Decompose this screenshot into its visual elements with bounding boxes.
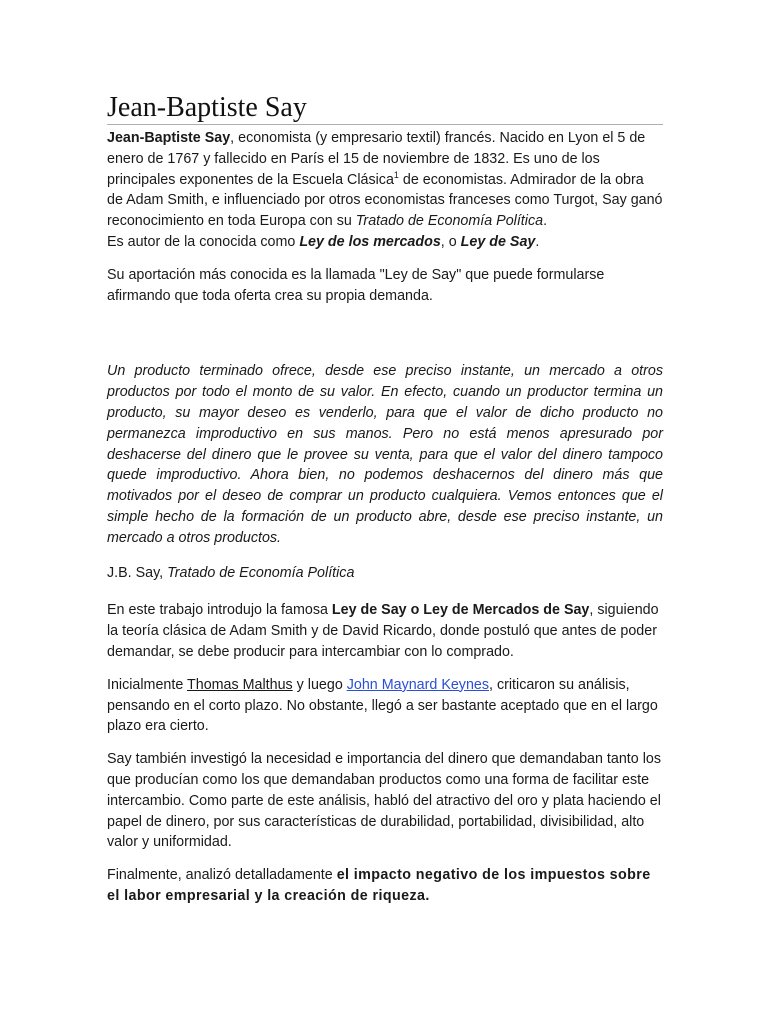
intro-paragraph: Jean-Baptiste Say, economista (y empresario textil) francés. Nacido en Lyon el 5 de enero de 1767 y fallecido en París el 15 de noviembre de 1832. Es uno de los principales exponentes de la Escuela Clásica$^1$ de economistas. Admirador de la obra de Adam Smith, e influenciado por otros economistas franceses como Turgot, Say ganó reconocimiento en toda Europa con su Tratado de Economía Política. Es autor de la conocida como Ley de los mercados, o Ley de Say. bbox=[107, 130, 663, 250]
subject-name: Jean-Baptiste Say bbox=[107, 130, 231, 146]
ley-say-term: Ley de Say bbox=[460, 233, 536, 250]
citation-work: Tratado de Economía Política bbox=[167, 564, 355, 581]
ley-mercados-term: Ley de los mercados bbox=[299, 233, 441, 250]
treatise-title: Tratado de Economía Política bbox=[355, 213, 544, 230]
critics-paragraph: Inicialmente Thomas Malthus y luego John Maynard Keynes, criticaron su análisis, pensando en el corto plazo. No obstante, llegó a ser bastante aceptado que en el largo plazo era cierto. bbox=[107, 676, 658, 735]
ley-say-paragraph: Su aportación más conocida es la llamada "Ley de Say" que puede formularse afirmando que toda oferta crea su propia demanda. bbox=[107, 266, 605, 304]
taxes-bold: el impacto negativo de los impuestos sobre el labor empresarial y la creación de riqueza. bbox=[107, 867, 651, 904]
footnote-ref[interactable]: 1 bbox=[393, 169, 399, 180]
page-title: Jean-Baptiste Say bbox=[107, 92, 663, 125]
document-page bbox=[107, 92, 663, 907]
thomas-malthus-link[interactable]: Thomas Malthus bbox=[187, 676, 293, 693]
ley-mercados-bold: Ley de Say o Ley de Mercados de Say bbox=[331, 602, 590, 619]
john-maynard-keynes-link[interactable]: John Maynard Keynes bbox=[346, 676, 490, 693]
quote-citation: J.B. Say, Tratado de Economía Política bbox=[107, 564, 355, 581]
say-quote: Un producto terminado ofrece, desde ese preciso instante, un mercado a otros productos por todo el monto de su valor. En efecto, cuando un productor termina un producto, su mayor deseo es venderlo, para que el valor de dicho producto no permanezca improductivo en sus manos. Pero no está menos apresurado por deshacerse del dinero que le provee su venta, para que el valor del dinero tampoco quede improductivo. Ahora bien, no podemos deshacernos del dinero más que motivados por el deseo de comprar un producto cualquiera. Vemos entonces que el simple hecho de la formación de un producto abre, desde ese preciso instante, un mercado a otros productos. bbox=[107, 363, 663, 546]
money-paragraph: Say también investigó la necesidad e importancia del dinero que demandaban tanto los que producían como los que demandaban productos como una forma de facilitar este intercambio. Como parte de este análisis, habló del atractivo del oro y plata haciendo el papel de dinero, por sus características de durabilidad, portabilidad, divisibilidad, alto valor y uniformidad. bbox=[107, 751, 661, 851]
taxes-paragraph: Finalmente, analizó detalladamente el impacto negativo de los impuestos sobre el labor empresarial y la creación de riqueza. bbox=[107, 867, 651, 904]
mercados-paragraph: En este trabajo introdujo la famosa Ley de Say o Ley de Mercados de Say, siguiendo la teoría clásica de Adam Smith y de David Ricardo, donde postuló que antes de poder demandar, se debe producir para intercambiar con lo comprado. bbox=[107, 602, 659, 660]
